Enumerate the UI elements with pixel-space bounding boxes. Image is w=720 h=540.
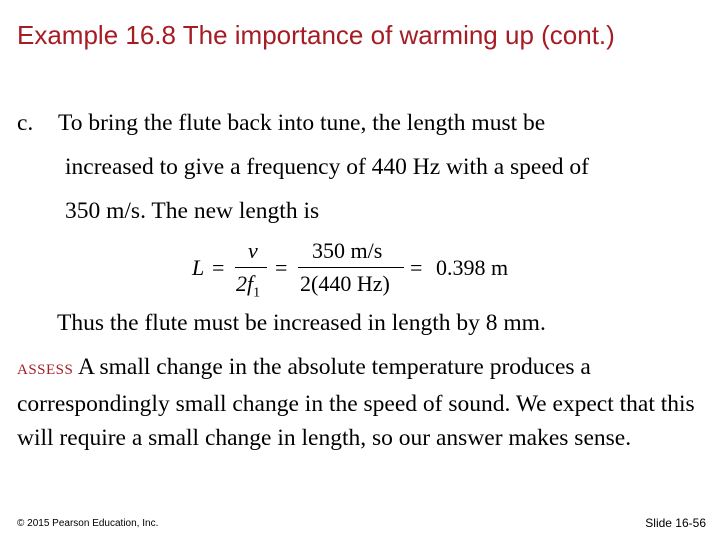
equation-lhs: L — [192, 255, 205, 280]
fraction-2-bar — [298, 267, 404, 268]
fraction-1-bar — [235, 267, 267, 268]
part-c-line-3: 350 m/s. The new length is — [65, 198, 320, 224]
slide-title: Example 16.8 The importance of warming up (cont.) — [17, 20, 615, 50]
fraction-1-denominator: $2f_1$ — [236, 271, 261, 301]
fraction-1-numerator: v — [248, 238, 258, 263]
fraction-2-numerator: 350 m/s — [312, 238, 383, 263]
equals-sign-3: = — [410, 255, 423, 280]
conclusion-text: Thus the flute must be increased in length by 8 mm. — [57, 310, 546, 336]
equals-sign-2: = — [275, 255, 288, 280]
assess-paragraph — [17, 350, 707, 455]
fraction-2-denominator: 2(440 Hz) — [300, 271, 390, 296]
assess-text: A small change in the absolute temperature produces a correspondingly small change in the speed of sound. We expect that this will require a small change in length, so our answer makes sense. — [17, 354, 695, 451]
assess-label: ASSESS — [17, 362, 74, 378]
copyright-footer: © 2015 Pearson Education, Inc. — [17, 518, 159, 529]
length-equation — [190, 238, 530, 301]
slide-number: Slide 16-56 — [645, 516, 706, 530]
part-letter: c. — [17, 110, 34, 136]
part-c-line-2: increased to give a frequency of 440 Hz with a speed of — [65, 154, 589, 180]
equation-result: 0.398 m — [436, 255, 509, 280]
part-c-line-1: To bring the flute back into tune, the length must be — [58, 110, 546, 136]
equals-sign-1: = — [212, 255, 225, 280]
